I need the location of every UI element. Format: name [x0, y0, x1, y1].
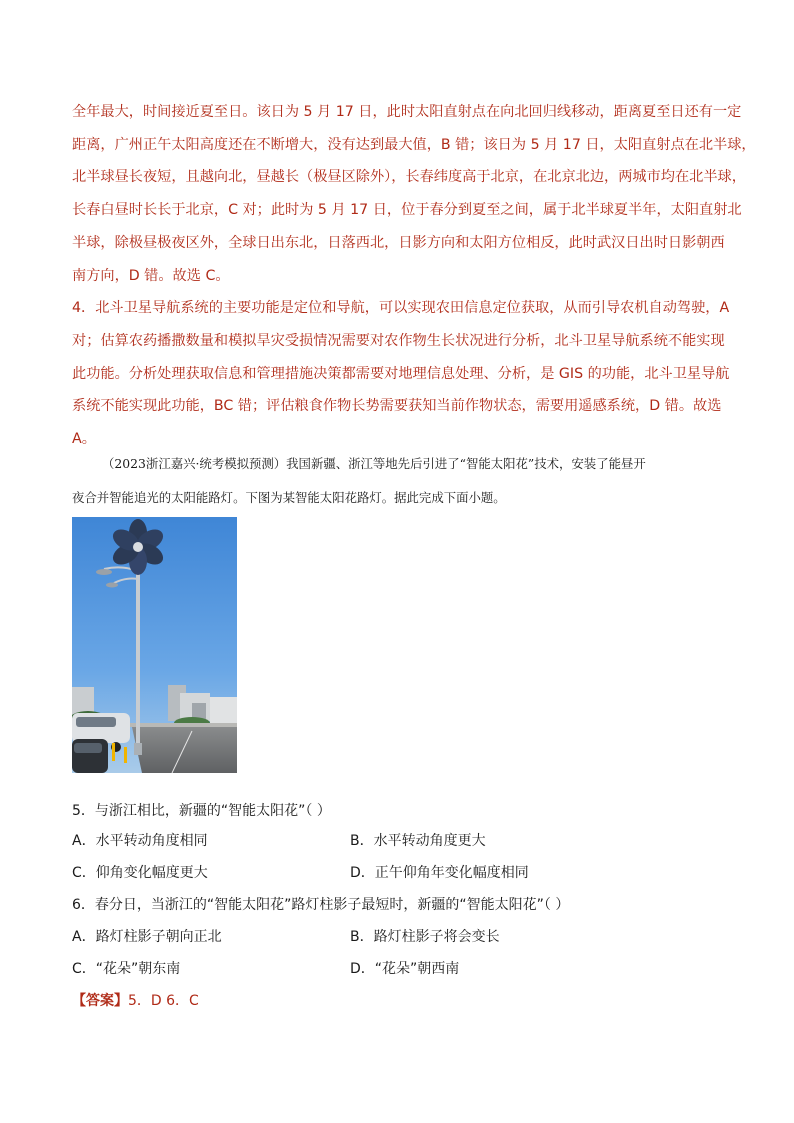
explanation-line: 南方向，D 错。故选 C。 [72, 267, 230, 284]
answer-value: 5．D 6．C [128, 993, 199, 1009]
explanation-line: 半球，除极昼极夜区外，全球日出东北，日落西北，日影方向和太阳方位相反，此时武汉日出时日影朝西 [72, 234, 725, 251]
question-6-option-c[interactable]: C．“花朵”朝东南 [72, 961, 181, 977]
question-5-option-c[interactable]: C．仰角变化幅度更大 [72, 865, 208, 881]
smart-solar-flower-streetlight-photo [72, 517, 237, 773]
explanation-line: A。 [72, 431, 96, 448]
explanation-line: 距离，广州正午太阳高度还在不断增大，没有达到最大值，B 错；该日为 5 月 17 日，太阳直射点在北半球， [72, 136, 756, 153]
question-5-stem: 5．与浙江相比，新疆的“智能太阳花”（ ） [72, 803, 331, 819]
question-6-option-d[interactable]: D．“花朵”朝西南 [350, 961, 460, 977]
explanation-line: 系统不能实现此功能，BC 错；评估粮食作物长势需要获知当前作物状态，需要用遥感系统，D 错。故选 [72, 398, 722, 415]
explanation-line: 全年最大，时间接近夏至日。该日为 5 月 17 日，此时太阳直射点在向北回归线移动，距离夏至日还有一定 [72, 104, 742, 120]
answer-line [72, 990, 199, 1010]
answer-tag: 【答案】 [72, 993, 128, 1009]
explanation-line: 对；估算农药播撒数量和模拟旱灾受损情况需要对农作物生长状况进行分析，北斗卫星导航系统不能实现 [72, 332, 725, 349]
explanation-line: 此功能。分析处理获取信息和管理措施决策都需要对地理信息处理、分析，是 GIS 的功能，北斗卫星导航 [72, 365, 730, 382]
question-6-option-b[interactable]: B．路灯柱影子将会变长 [350, 929, 500, 945]
question-intro [72, 447, 742, 515]
explanation-text [72, 96, 756, 456]
question-6-option-a[interactable]: A．路灯柱影子朝向正北 [72, 929, 222, 945]
explanation-line: 北半球昼长夜短，且越向北，昼越长（极昼区除外），长春纬度高于北京，在北京北边，两城市均在北半球， [72, 169, 746, 186]
explanation-line: 长春白昼时长长于北京，C 对；此时为 5 月 17 日，位于春分到夏至之间，属于北半球夏半年，太阳直射北 [72, 202, 742, 219]
question-5-option-a[interactable]: A．水平转动角度相同 [72, 833, 208, 849]
question-6-stem: 6．春分日，当浙江的“智能太阳花”路灯柱影子最短时，新疆的“智能太阳花”（ ） [72, 897, 570, 913]
intro-line-1: （2023浙江嘉兴·统考模拟预测）我国新疆、浙江等地先后引进了“智能太阳花”技术，安装了能昼开 [102, 456, 646, 471]
question-5-option-d[interactable]: D．正午仰角年变化幅度相同 [350, 865, 529, 881]
question-5-option-b[interactable]: B．水平转动角度更大 [350, 833, 486, 849]
explanation-line: 4．北斗卫星导航系统的主要功能是定位和导航，可以实现农田信息定位获取，从而引导农机自动驾驶，A [72, 300, 730, 317]
intro-line-2: 夜合并智能追光的太阳能路灯。下图为某智能太阳花路灯。据此完成下面小题。 [72, 490, 506, 505]
